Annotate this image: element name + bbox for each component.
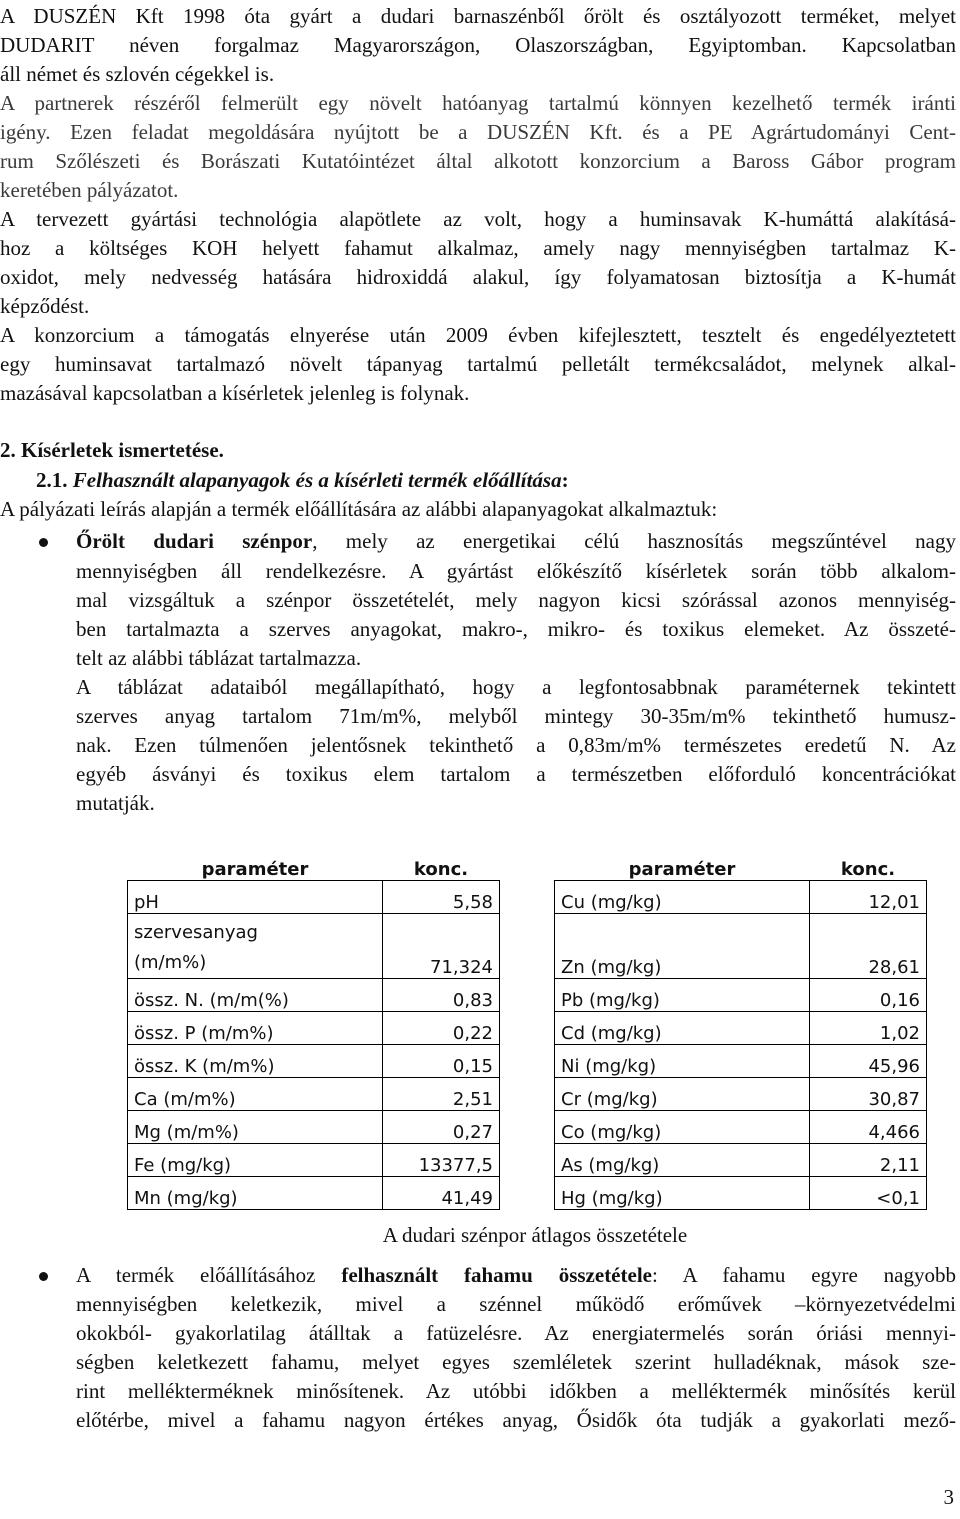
table-cell: Co (mg/kg) — [555, 1111, 810, 1144]
bullet1-line: mutatják. — [76, 791, 155, 815]
table-cell: Zn (mg/kg) — [555, 914, 810, 979]
table-row — [128, 1111, 927, 1144]
bullet1-line: szerves anyag tartalom 71m/m%, melyből mintegy 30-35m/m% tekinthető humusz- — [76, 704, 956, 728]
table-cell: Mn (mg/kg) — [128, 1177, 383, 1210]
subsection-colon: : — [561, 468, 569, 492]
intro-line: áll német és szlovén cégekkel is. — [0, 62, 275, 86]
intro-line: rum Szőlészeti és Borászati Kutatóintézet által alkotott konzorcium a Baross Gábor program — [0, 149, 956, 173]
table-header: paraméter — [201, 859, 309, 880]
intro-line: képződést. — [0, 294, 90, 318]
table-cell: 30,87 — [810, 1078, 927, 1111]
table-cell: <0,1 — [810, 1177, 927, 1210]
table-cell: 0,16 — [810, 979, 927, 1012]
table-cell: 28,61 — [810, 914, 927, 979]
bullet1-line: nak. Ezen túlmenően jelentősnek tekinthető a 0,83m/m% természetes eredetű N. Az — [76, 733, 956, 757]
intro-line: A tervezett gyártási technológia alapötlete az volt, hogy a huminsavak K-humáttá alakításá- — [0, 207, 956, 231]
bullet2-line: előtérbe, mivel a fahamu nagyon értékes anyag, Ősidők óta tudják a gyakorlati mező- — [76, 1408, 956, 1432]
table-row — [128, 1144, 927, 1177]
table-cell — [128, 914, 383, 979]
bullet1-line: mal vizsgáltuk a szénpor összetételét, mely nagyon kicsi szórással azonos mennyiség- — [76, 588, 956, 612]
table-cell: 0,22 — [383, 1012, 500, 1045]
intro-line: hoz a költséges KOH helyett fahamut alkalmaz, amely nagy mennyiségben tartalmaz K- — [0, 236, 956, 260]
table-row — [128, 1012, 927, 1045]
bullet1-line: mennyiségben áll rendelkezésre. A gyártást előkészítő kísérletek során több alkalom- — [76, 559, 956, 583]
bullet-icon — [39, 1272, 48, 1281]
bullet2-first-line — [76, 1261, 956, 1289]
table-cell: As (mg/kg) — [555, 1144, 810, 1177]
bullet1-line: telt az alábbi táblázat tartalmazza. — [76, 646, 362, 670]
intro-line: egy huminsavat tartalmazó növelt tápanyag tartalmú pelletált termékcsaládot, melynek alkal- — [0, 352, 956, 376]
bullet2-line: rint mellékterméknek minősítenek. Az utóbbi időkben a melléktermék minősítés kerül — [76, 1379, 956, 1403]
table-cell: 12,01 — [810, 881, 927, 914]
table-header: konc. — [413, 859, 469, 880]
table-cell: Hg (mg/kg) — [555, 1177, 810, 1210]
table-cell: 0,15 — [383, 1045, 500, 1078]
table-cell: 2,11 — [810, 1144, 927, 1177]
intro-line: A konzorcium a támogatás elnyerése után 2009 évben kifejlesztett, tesztelt és engedélyeztetett — [0, 323, 956, 347]
table-cell: 71,324 — [383, 914, 500, 979]
intro-line: DUDARIT néven forgalmaz Magyarországon, Olaszországban, Egyiptomban. Kapcsolatban — [0, 33, 956, 57]
bullet-icon — [39, 538, 48, 547]
bullet2-rest: : A fahamu egyre nagyobb — [651, 1263, 957, 1287]
bullet1-term: Őrölt dudari szénpor — [76, 529, 313, 553]
table-row — [128, 914, 927, 979]
table-cell: 5,58 — [383, 881, 500, 914]
table-cell: 45,96 — [810, 1045, 927, 1078]
table-cell: Fe (mg/kg) — [128, 1144, 383, 1177]
table-cell-line: szervesanyag — [134, 922, 258, 943]
bullet2-line: mennyiségben keletkezik, mivel a szénnel működő erőművek –környezetvédelmi — [76, 1292, 956, 1316]
table-cell: össz. K (m/m%) — [128, 1045, 383, 1078]
table-cell-line: (m/m%) — [134, 952, 207, 973]
table-row — [128, 1078, 927, 1111]
table-cell: Ni (mg/kg) — [555, 1045, 810, 1078]
lead-line: A pályázati leírás alapján a termék előállítására az alábbi alapanyagokat alkalmaztuk: — [0, 497, 718, 521]
table-cell: 1,02 — [810, 1012, 927, 1045]
table-cell: Cu (mg/kg) — [555, 881, 810, 914]
table-cell: Ca (m/m%) — [128, 1078, 383, 1111]
intro-line: mazásával kapcsolatban a kísérletek jelenleg is folynak. — [0, 381, 470, 405]
table-cell: Cd (mg/kg) — [555, 1012, 810, 1045]
subsection-heading — [36, 466, 936, 494]
table-header: konc. — [840, 859, 896, 880]
bullet1-line: A táblázat adataiból megállapítható, hogy a legfontosabbnak paraméternek tekintett — [76, 675, 956, 699]
intro-line: A partnerek részéről felmerült egy növelt hatóanyag tartalmú könnyen kezelhető termék iránti — [0, 91, 956, 115]
bullet1-rest: , mely az energetikai célú hasznosítás megszűntével nagy — [312, 529, 957, 553]
intro-line: igény. Ezen feladat megoldására nyújtott be a DUSZÉN Kft. és a PE Agrártudományi Cent- — [0, 120, 956, 144]
table-cell: 0,27 — [383, 1111, 500, 1144]
table-cell: 13377,5 — [383, 1144, 500, 1177]
table-cell: össz. N. (m/m(%) — [128, 979, 383, 1012]
table-cell: össz. P (m/m%) — [128, 1012, 383, 1045]
table-row — [128, 1177, 927, 1210]
intro-line: keretében pályázatot. — [0, 178, 179, 202]
table-row — [128, 1045, 927, 1078]
bullet1-line: ben tartalmazta a szerves anyagokat, makro-, mikro- és toxikus elemeket. Az összeté- — [76, 617, 956, 641]
subsection-number: 2.1. — [36, 468, 68, 492]
page-number: 3 — [943, 1485, 954, 1509]
bullet2-term: felhasznált fahamu összetétele — [341, 1263, 652, 1287]
table-header: paraméter — [628, 859, 736, 880]
intro-line: A DUSZÉN Kft 1998 óta gyárt a dudari barnaszénből őrölt és osztályozott terméket, melyet — [0, 4, 956, 28]
table-cell: 0,83 — [383, 979, 500, 1012]
bullet1-line: egyéb ásványi és toxikus elem tartalom a természetben előforduló koncentrációkat — [76, 762, 956, 786]
composition-table — [127, 848, 927, 1210]
table-cell: Mg (m/m%) — [128, 1111, 383, 1144]
bullet2-line: ségben keletkezett fahamu, melyet egyes szemléletek szerint hulladéknak, mások sze- — [76, 1350, 956, 1374]
table-cell: Pb (mg/kg) — [555, 979, 810, 1012]
intro-line: oxidot, mely nedvesség hatására hidroxiddá alakul, így folyamatosan biztosítja a K-humát — [0, 265, 956, 289]
subsection-title: Felhasznált alapanyagok és a kísérleti termék előállítása — [72, 468, 562, 492]
table-header-row — [128, 848, 927, 881]
table-cell: pH — [128, 881, 383, 914]
section-heading: 2. Kísérletek ismertetése. — [0, 438, 224, 462]
table-row — [128, 881, 927, 914]
bullet2-prefix: A termék előállításához — [76, 1263, 342, 1287]
table-cell: 41,49 — [383, 1177, 500, 1210]
table-caption: A dudari szénpor átlagos összetétele — [382, 1223, 688, 1247]
table-cell: 4,466 — [810, 1111, 927, 1144]
table-row — [128, 979, 927, 1012]
bullet2-line: okokból- gyakorlatilag átálltak a fatüzelésre. Az energiatermelés során óriási mennyi- — [76, 1321, 956, 1345]
table-cell: 2,51 — [383, 1078, 500, 1111]
table-cell: Cr (mg/kg) — [555, 1078, 810, 1111]
bullet1-first-line — [76, 527, 956, 555]
